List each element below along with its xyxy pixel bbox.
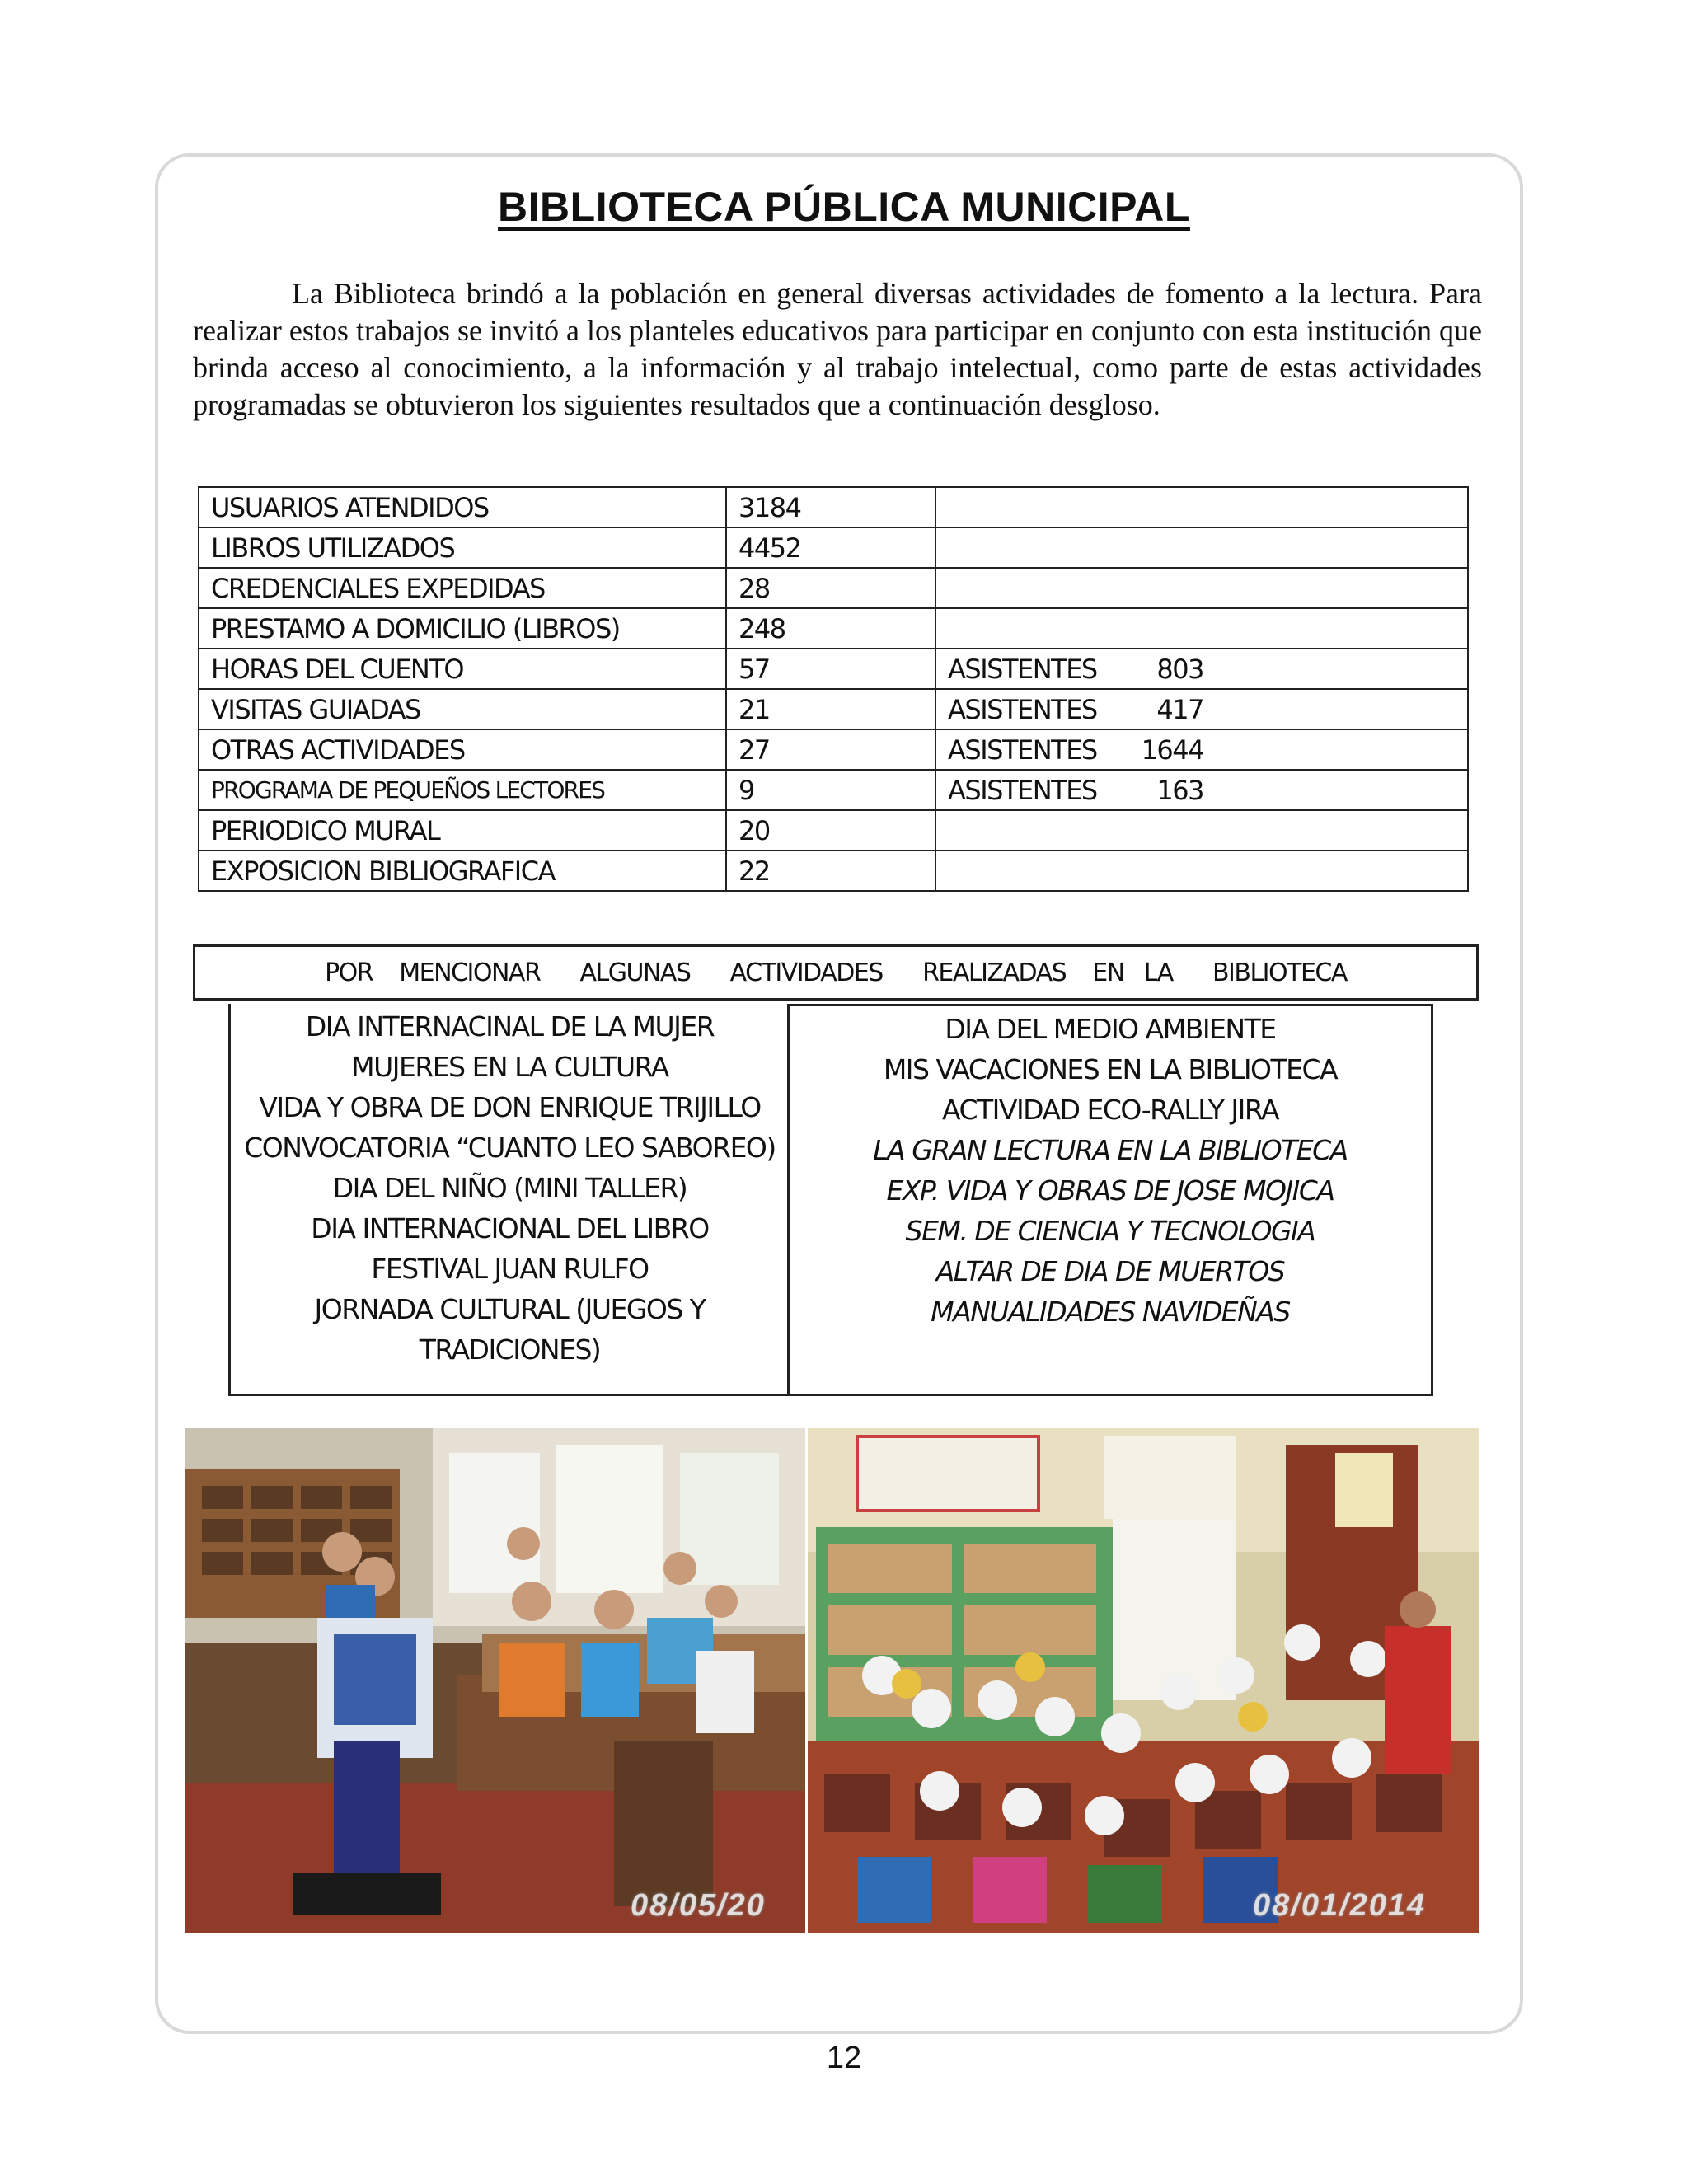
- stat-value: 22: [726, 851, 935, 891]
- stat-attendance: [935, 770, 1468, 810]
- activity-item: DIA DEL MEDIO AMBIENTE: [945, 1013, 1276, 1045]
- attendance-label: ASISTENTES: [948, 653, 1097, 685]
- stats-table: [198, 486, 1469, 892]
- activity-item: CONVOCATORIA “CUANTO LEO SABOREO): [244, 1132, 776, 1164]
- activity-item: MUJERES EN LA CULTURA: [351, 1051, 668, 1083]
- activity-item: SEM. DE CIENCIA Y TECNOLOGIA: [905, 1215, 1315, 1247]
- stat-label: LIBROS UTILIZADOS: [199, 527, 726, 568]
- photo-date-stamp-right: 08/01/2014: [1253, 1888, 1427, 1923]
- page-number: 12: [826, 2041, 862, 2075]
- attendance-label: ASISTENTES: [948, 774, 1097, 806]
- stat-attendance: [935, 608, 1468, 649]
- photo-strip: [185, 1428, 1479, 1933]
- stat-attendance: [935, 568, 1468, 608]
- stat-label: CREDENCIALES EXPEDIDAS: [199, 568, 726, 608]
- stat-value: 28: [726, 568, 935, 608]
- page-title: BIBLIOTECA PÚBLICA MUNICIPAL: [498, 184, 1190, 230]
- stats-row: [199, 689, 1468, 729]
- activity-item: ALTAR DE DIA DE MUERTOS: [935, 1255, 1285, 1287]
- stat-attendance: [935, 487, 1468, 527]
- stats-row: [199, 527, 1468, 568]
- stats-row: [199, 770, 1468, 810]
- activity-item: EXP. VIDA Y OBRAS DE JOSE MOJICA: [886, 1174, 1334, 1207]
- activity-item: FESTIVAL JUAN RULFO: [371, 1253, 649, 1285]
- stat-label: USUARIOS ATENDIDOS: [199, 487, 726, 527]
- stat-value: 27: [726, 729, 935, 770]
- stat-attendance: [935, 649, 1468, 689]
- stat-value: 3184: [726, 487, 935, 527]
- stat-attendance: [935, 810, 1468, 851]
- photo-children-masks: [808, 1428, 1479, 1933]
- activity-item: JORNADA CULTURAL (JUEGOS Y: [314, 1293, 706, 1325]
- activity-item: TRADICIONES): [419, 1333, 601, 1366]
- activity-item: MANUALIDADES NAVIDEÑAS: [931, 1296, 1290, 1328]
- stat-attendance: [935, 527, 1468, 568]
- stat-label: HORAS DEL CUENTO: [199, 649, 726, 689]
- stat-label: VISITAS GUIADAS: [199, 689, 726, 729]
- activity-item: DIA DEL NIÑO (MINI TALLER): [332, 1172, 687, 1204]
- activity-item: DIA INTERNACINAL DE LA MUJER: [305, 1010, 715, 1043]
- attendance-value: 1644: [1141, 733, 1203, 766]
- stat-attendance: [935, 689, 1468, 729]
- stat-attendance: [935, 851, 1468, 891]
- stat-attendance: [935, 729, 1468, 770]
- stats-row: [199, 851, 1468, 891]
- attendance-value: 803: [1156, 653, 1203, 685]
- attendance-label: ASISTENTES: [948, 733, 1097, 766]
- stat-label: OTRAS ACTIVIDADES: [199, 729, 726, 770]
- stats-row: [199, 568, 1468, 608]
- stat-label: PROGRAMA DE PEQUEÑOS LECTORES: [199, 770, 726, 810]
- stat-label: EXPOSICION BIBLIOGRAFICA: [199, 851, 726, 891]
- activity-item: ACTIVIDAD ECO-RALLY JIRA: [941, 1094, 1279, 1126]
- stat-value: 21: [726, 689, 935, 729]
- attendance-label: ASISTENTES: [948, 693, 1097, 725]
- stat-label: PERIODICO MURAL: [199, 810, 726, 851]
- stats-row: [199, 729, 1468, 770]
- stats-row: [199, 649, 1468, 689]
- activities-banner: POR MENCIONAR ALGUNAS ACTIVIDADES REALIZADAS EN LA BIBLIOTECA: [193, 944, 1479, 1001]
- activities-right-list: [787, 1004, 1433, 1396]
- activities-left-list: [228, 1004, 789, 1396]
- stats-row: [199, 810, 1468, 851]
- activity-item: DIA INTERNACIONAL DEL LIBRO: [311, 1212, 709, 1244]
- stat-value: 57: [726, 649, 935, 689]
- activity-item: LA GRAN LECTURA EN LA BIBLIOTECA: [873, 1134, 1348, 1166]
- stat-value: 20: [726, 810, 935, 851]
- photo-date-stamp-left: 08/05/20: [631, 1888, 766, 1923]
- stat-label: PRESTAMO A DOMICILIO (LIBROS): [199, 608, 726, 649]
- attendance-value: 163: [1156, 774, 1203, 806]
- stats-row: [199, 608, 1468, 649]
- stat-value: 248: [726, 608, 935, 649]
- activity-item: MIS VACACIONES EN LA BIBLIOTECA: [883, 1053, 1338, 1085]
- stat-value: 9: [726, 770, 935, 810]
- intro-paragraph: La Biblioteca brindó a la población en general diversas actividades de fomento a la lectura. Para realizar estos trabajos se invitó a los planteles educativos para participar en conjunto con esta institución que brinda acceso al conocimiento, a la información y al trabajo intelectual, como parte de estas actividades programadas se obtuvieron los siguientes resultados que a continuación desgloso.: [193, 277, 1482, 421]
- photo-children-reading: [185, 1428, 805, 1933]
- stat-value: 4452: [726, 527, 935, 568]
- stats-row: [199, 487, 1468, 527]
- activity-item: VIDA Y OBRA DE DON ENRIQUE TRIJILLO: [259, 1091, 761, 1123]
- attendance-value: 417: [1156, 693, 1203, 725]
